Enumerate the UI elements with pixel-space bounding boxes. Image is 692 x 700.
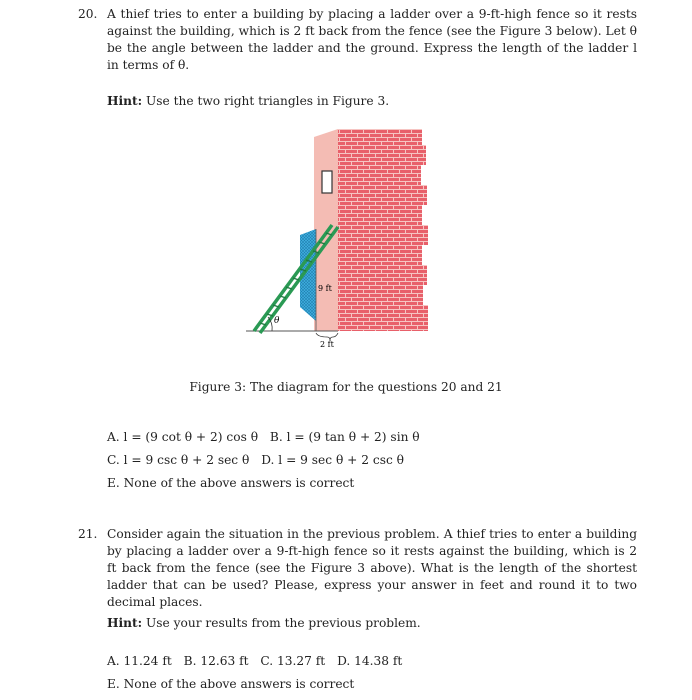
options-20 xyxy=(107,426,428,495)
angle-label: θ xyxy=(274,316,280,326)
question-number: 21. xyxy=(78,527,98,541)
option-e: E. None of the above answers is correct xyxy=(107,476,355,490)
option-a: A. 11.24 ft xyxy=(107,654,172,668)
hint-text: Use your results from the previous problem. xyxy=(146,616,421,630)
hint-label: Hint: xyxy=(107,616,143,630)
height-label: 9 ft xyxy=(318,284,332,293)
question-text: Consider again the situation in the previous problem. A thief tries to enter a building by placing a ladder over a 9-ft-high fence so it rests against the building, which is 2 ft back from the fence (see the Figure 3 above). What is the length of the shortest ladder that can be used? Please, express your answer in feet and round it to two decimal places. xyxy=(107,527,637,609)
option-d: D. 14.38 ft xyxy=(337,654,403,668)
hint-20 xyxy=(107,94,389,108)
hint-label: Hint: xyxy=(107,94,143,108)
option-c: C. l = 9 csc θ + 2 sec θ xyxy=(107,453,250,467)
question-20 xyxy=(78,6,638,76)
question-number: 20. xyxy=(78,7,98,21)
option-d: D. l = 9 sec θ + 2 csc θ xyxy=(261,453,404,467)
option-b: B. 12.63 ft xyxy=(183,654,249,668)
hint-21 xyxy=(107,616,421,630)
ladder-fence-diagram xyxy=(246,125,446,350)
option-e: E. None of the above answers is correct xyxy=(107,677,355,691)
option-c: C. 13.27 ft xyxy=(260,654,326,668)
gap-label: 2 ft xyxy=(320,340,334,349)
options-21 xyxy=(107,650,410,696)
brick-wall xyxy=(338,129,428,331)
window-icon xyxy=(322,171,332,193)
option-b: B. l = (9 tan θ + 2) sin θ xyxy=(269,430,420,444)
hint-text: Use the two right triangles in Figure 3. xyxy=(146,94,390,108)
gap-brace xyxy=(316,333,338,340)
figure-caption: Figure 3: The diagram for the questions 20 and 21 xyxy=(189,380,503,394)
option-a: A. l = (9 cot θ + 2) cos θ xyxy=(107,430,259,444)
question-text: A thief tries to enter a building by placing a ladder over a 9-ft-high fence so it rests against the building, which is 2 ft back from the fence (see the Figure 3 below). Let θ be the angle between the ladder and the ground. Express the length of the ladder l in terms of θ. xyxy=(107,7,637,72)
question-21 xyxy=(78,526,638,609)
figure-3 xyxy=(246,125,446,350)
